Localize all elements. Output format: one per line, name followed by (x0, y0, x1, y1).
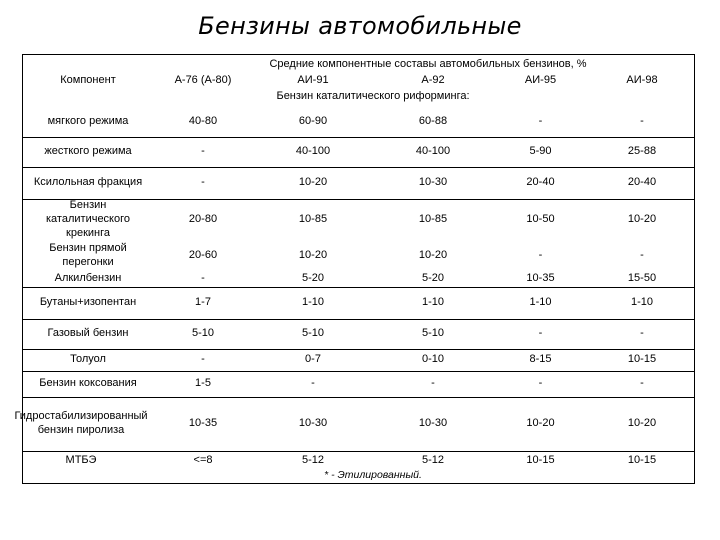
table-cell: - (640, 115, 644, 128)
table-cell: 60-88 (418, 115, 448, 128)
table-cell: 1-10 (630, 296, 654, 309)
column-header-a92: А-92 (421, 74, 445, 86)
table-row (23, 349, 694, 371)
table-cell: - (431, 377, 435, 390)
table-cell: - (640, 249, 644, 262)
table-cell: 8-15 (529, 353, 552, 366)
table-cell: 40-80 (188, 115, 218, 128)
table-cell: 10-20 (298, 249, 328, 262)
table-cell: 1-10 (529, 296, 552, 309)
table-cell: 1-7 (195, 296, 211, 309)
composition-table (14, 54, 695, 484)
table-cell: 5-10 (421, 327, 445, 340)
row-label: жесткого режима (44, 145, 132, 158)
table-row (23, 107, 694, 137)
table-row (23, 199, 694, 241)
table-cell: 25-88 (627, 145, 657, 158)
table-cell: 10-15 (526, 454, 555, 467)
table-row (23, 453, 694, 469)
table-cell: 5-20 (301, 272, 325, 285)
table-cell: 5-12 (301, 454, 325, 467)
table-cell: 10-15 (627, 353, 657, 366)
column-header-ai95: АИ-95 (524, 74, 557, 86)
table-cell: 5-90 (529, 145, 552, 158)
table-cell: 10-20 (627, 417, 657, 430)
table-row (23, 319, 694, 349)
table-row (23, 167, 694, 199)
table-cell: - (538, 249, 543, 262)
row-label: Бензин прямой перегонки (49, 242, 127, 268)
table-cell: 10-35 (188, 417, 218, 430)
table-cell: - (201, 272, 205, 285)
table-cell: 10-30 (418, 417, 448, 430)
table-cell: 20-80 (188, 213, 218, 226)
table-cell: 0-10 (421, 353, 445, 366)
table-cell: <=8 (193, 454, 213, 467)
table-cell: 10-20 (298, 176, 328, 189)
table-cell: 10-20 (526, 417, 555, 430)
table-cell: 5-10 (191, 327, 215, 340)
table-row (23, 271, 694, 287)
column-header-ai98: АИ-98 (626, 74, 658, 86)
table-cell: 10-20 (627, 213, 657, 226)
table-cell: 0-7 (305, 353, 321, 366)
table-cell: 5-20 (421, 272, 445, 285)
row-label: Газовый бензин (47, 327, 129, 340)
subgroup-header: Бензин каталитического риформинга: (276, 90, 470, 102)
table-cell: 10-15 (627, 454, 657, 467)
table-cell: - (538, 377, 543, 390)
group-header: Средние компонентные составы автомобильных бензинов, % (269, 58, 587, 70)
row-label: Бензин коксования (39, 377, 137, 390)
row-label: Алкилбензин (54, 272, 122, 285)
table-cell: 40-100 (295, 145, 331, 158)
table-cell: - (640, 377, 644, 390)
table-cell: 1-5 (195, 377, 211, 390)
table-cell: 20-40 (627, 176, 657, 189)
table-cell: 60-90 (298, 115, 328, 128)
row-label: МТБЭ (65, 454, 97, 467)
table-cell: 1-10 (421, 296, 445, 309)
table-cell: - (640, 327, 644, 340)
row-label: Бензин каталитического крекинга (46, 199, 130, 239)
table-cell: - (201, 145, 205, 158)
table-cell: 10-30 (298, 417, 328, 430)
table-cell: 20-60 (188, 249, 218, 262)
table-cell: 10-20 (418, 249, 448, 262)
table-cell: 5-12 (421, 454, 445, 467)
row-divider (23, 451, 694, 452)
table-row (23, 287, 694, 319)
table-row (23, 241, 694, 271)
table-cell: 10-30 (418, 176, 448, 189)
table-cell: 10-85 (418, 213, 448, 226)
footnote: * - Этилированный. (324, 469, 422, 481)
row-label: Гидростабилизированный бензин пиролиза (14, 410, 148, 436)
table-row (14, 397, 694, 451)
table-cell: 15-50 (627, 272, 657, 285)
table-cell: - (201, 353, 205, 366)
table-cell: - (538, 115, 543, 128)
column-header-a76: А-76 (А-80) (174, 74, 232, 86)
table-cell: 1-10 (301, 296, 325, 309)
table-cell: 20-40 (526, 176, 555, 189)
table-row (23, 137, 694, 167)
table-cell: 10-50 (526, 213, 555, 226)
component-header: Компонент (60, 74, 116, 86)
column-header-ai91: АИ-91 (297, 74, 329, 86)
table-cell: 5-10 (301, 327, 325, 340)
row-label: Толуол (70, 353, 106, 366)
table-cell: - (538, 327, 543, 340)
table-cell: 10-35 (526, 272, 555, 285)
table-cell: 40-100 (415, 145, 451, 158)
row-label: Бутаны+изопентан (39, 296, 137, 309)
table-cell: 10-85 (298, 213, 328, 226)
table-cell: - (311, 377, 315, 390)
table-cell: - (201, 176, 205, 189)
row-label: мягкого режима (47, 115, 129, 128)
row-label: Ксилольная фракция (33, 176, 143, 189)
table-row (23, 371, 694, 397)
page-title: Бензины автомобильные (198, 12, 522, 40)
